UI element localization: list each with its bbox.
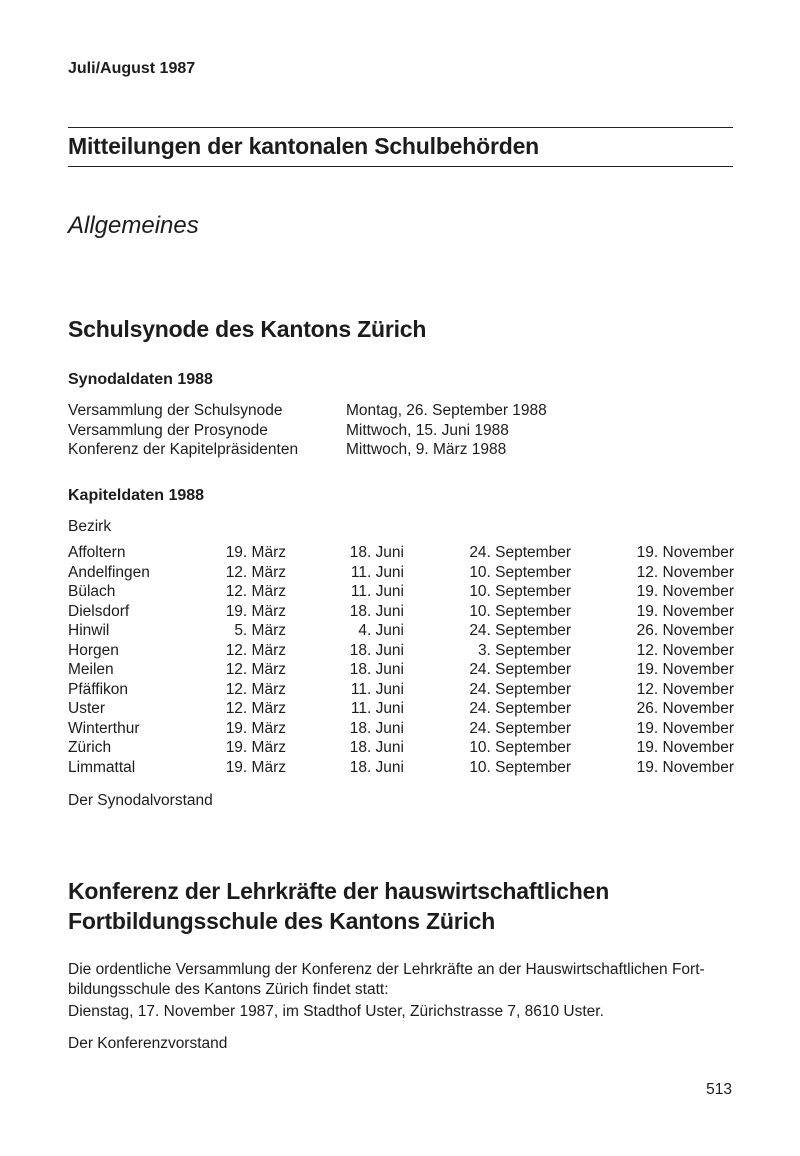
bezirk-name: Pfäffikon (68, 680, 129, 698)
november-date: 19. November (636, 719, 734, 737)
juni-date: 11. Juni (350, 680, 404, 698)
table-row (68, 719, 734, 739)
bezirk-name: Limmattal (68, 758, 136, 776)
juni-date: 11. Juni (350, 583, 404, 600)
september-date: 10. September (469, 563, 571, 581)
juni-date: 18. Juni (349, 602, 404, 620)
bezirk-name: Bülach (68, 583, 116, 600)
november-date: 19. November (636, 661, 734, 678)
november-date: 19. November (636, 583, 734, 600)
konferenzvorstand-signoff: Der Konferenzvorstand (68, 1035, 228, 1052)
september-date: 24. September (469, 661, 571, 678)
synod-event-label: Versammlung der Schulsynode (68, 402, 283, 419)
november-date: 12. November (636, 641, 734, 659)
bezirk-name: Affoltern (68, 544, 126, 561)
page-number: 513 (706, 1081, 732, 1098)
september-date: 24. September (469, 622, 571, 639)
maerz-date: 5. März (234, 622, 286, 639)
synod-event-date: Mittwoch, 15. Juni 1988 (346, 421, 509, 439)
juni-date: 11. Juni (350, 700, 404, 717)
september-date: 3. September (477, 641, 571, 659)
table-row (68, 641, 734, 661)
table-row (68, 563, 734, 583)
bezirk-name: Uster (68, 700, 106, 717)
bezirk-column-label: Bezirk (68, 518, 112, 535)
table-row (68, 621, 734, 641)
juni-date: 18. Juni (349, 661, 404, 678)
kapiteldaten-heading: Kapiteldaten 1988 (68, 487, 205, 504)
september-date: 24. September (469, 544, 571, 561)
bezirk-name: Meilen (68, 661, 114, 678)
konferenz-title-line1: Konferenz der Lehrkräfte der hauswirtschaftlichen (68, 878, 610, 904)
konferenz-paragraph: Die ordentliche Versammlung der Konferenz der Lehrkräfte an der Hauswirtschaftlichen Fortbildungsschule des Kantons Zürich findet statt: (68, 961, 705, 998)
table-row (68, 699, 734, 719)
juni-date: 4. Juni (358, 622, 404, 639)
november-date: 12. November (636, 680, 734, 698)
category-heading: Allgemeines (68, 212, 199, 239)
synod-event-label: Versammlung der Prosynode (68, 421, 268, 439)
synodaldaten-heading: Synodaldaten 1988 (68, 371, 213, 388)
bezirk-name: Horgen (68, 641, 119, 659)
november-date: 19. November (636, 602, 734, 620)
synod-event-date: Montag, 26. September 1988 (346, 402, 547, 419)
maerz-date: 12. März (225, 700, 286, 717)
bezirk-name: Zürich (68, 739, 112, 756)
juni-date: 18. Juni (349, 719, 404, 737)
juni-date: 18. Juni (349, 739, 404, 756)
maerz-date: 19. März (225, 719, 286, 737)
synod-event-date: Mittwoch, 9. März 1988 (346, 441, 507, 458)
table-row (68, 758, 734, 778)
september-date: 24. September (469, 680, 571, 698)
juni-date: 18. Juni (349, 641, 404, 659)
bezirk-name: Winterthur (68, 719, 140, 737)
table-row (68, 680, 734, 700)
bottom-rule (68, 166, 733, 167)
november-date: 19. November (636, 758, 734, 776)
top-rule (68, 127, 733, 128)
maerz-date: 19. März (225, 758, 286, 776)
september-date: 24. September (469, 719, 571, 737)
maerz-date: 12. März (225, 563, 286, 581)
maerz-date: 19. März (225, 739, 286, 756)
maerz-date: 12. März (225, 583, 286, 600)
konferenz-date-line: Dienstag, 17. November 1987, im Stadthof Uster, Zürichstrasse 7, 8610 Uster. (68, 1003, 604, 1020)
issue-date: Juli/August 1987 (68, 60, 196, 77)
juni-date: 18. Juni (349, 758, 404, 776)
maerz-date: 19. März (225, 602, 286, 620)
september-date: 10. September (469, 739, 571, 756)
juni-date: 18. Juni (349, 544, 404, 561)
bezirk-name: Andelfingen (68, 563, 150, 581)
maerz-date: 12. März (225, 661, 286, 678)
synodaldaten-row (68, 401, 588, 421)
table-row (68, 738, 734, 758)
juni-date: 11. Juni (350, 563, 404, 581)
section-title: Mitteilungen der kantonalen Schulbehörden (68, 133, 540, 159)
bezirk-name: Dielsdorf (68, 602, 130, 620)
maerz-date: 19. März (225, 544, 286, 561)
konferenz-title (68, 876, 609, 936)
synodaldaten-row (68, 421, 588, 441)
synod-event-label: Konferenz der Kapitelpräsidenten (68, 441, 299, 458)
november-date: 26. November (636, 622, 734, 639)
september-date: 24. September (469, 700, 571, 717)
september-date: 10. September (469, 602, 571, 620)
september-date: 10. September (469, 583, 571, 600)
november-date: 26. November (636, 700, 734, 717)
konferenz-title-line2: Fortbildungsschule des Kantons Zürich (68, 908, 496, 934)
table-row (68, 582, 734, 602)
bezirk-name: Hinwil (68, 622, 110, 639)
november-date: 19. November (636, 544, 734, 561)
maerz-date: 12. März (225, 680, 286, 698)
table-row (68, 660, 734, 680)
schulsynode-title: Schulsynode des Kantons Zürich (68, 316, 427, 342)
november-date: 19. November (636, 739, 734, 756)
maerz-date: 12. März (225, 641, 286, 659)
synodalvorstand-signoff: Der Synodalvorstand (68, 792, 213, 809)
table-row (68, 543, 734, 563)
september-date: 10. September (469, 758, 571, 776)
november-date: 12. November (636, 563, 734, 581)
synodaldaten-row (68, 440, 588, 460)
table-row (68, 602, 734, 622)
